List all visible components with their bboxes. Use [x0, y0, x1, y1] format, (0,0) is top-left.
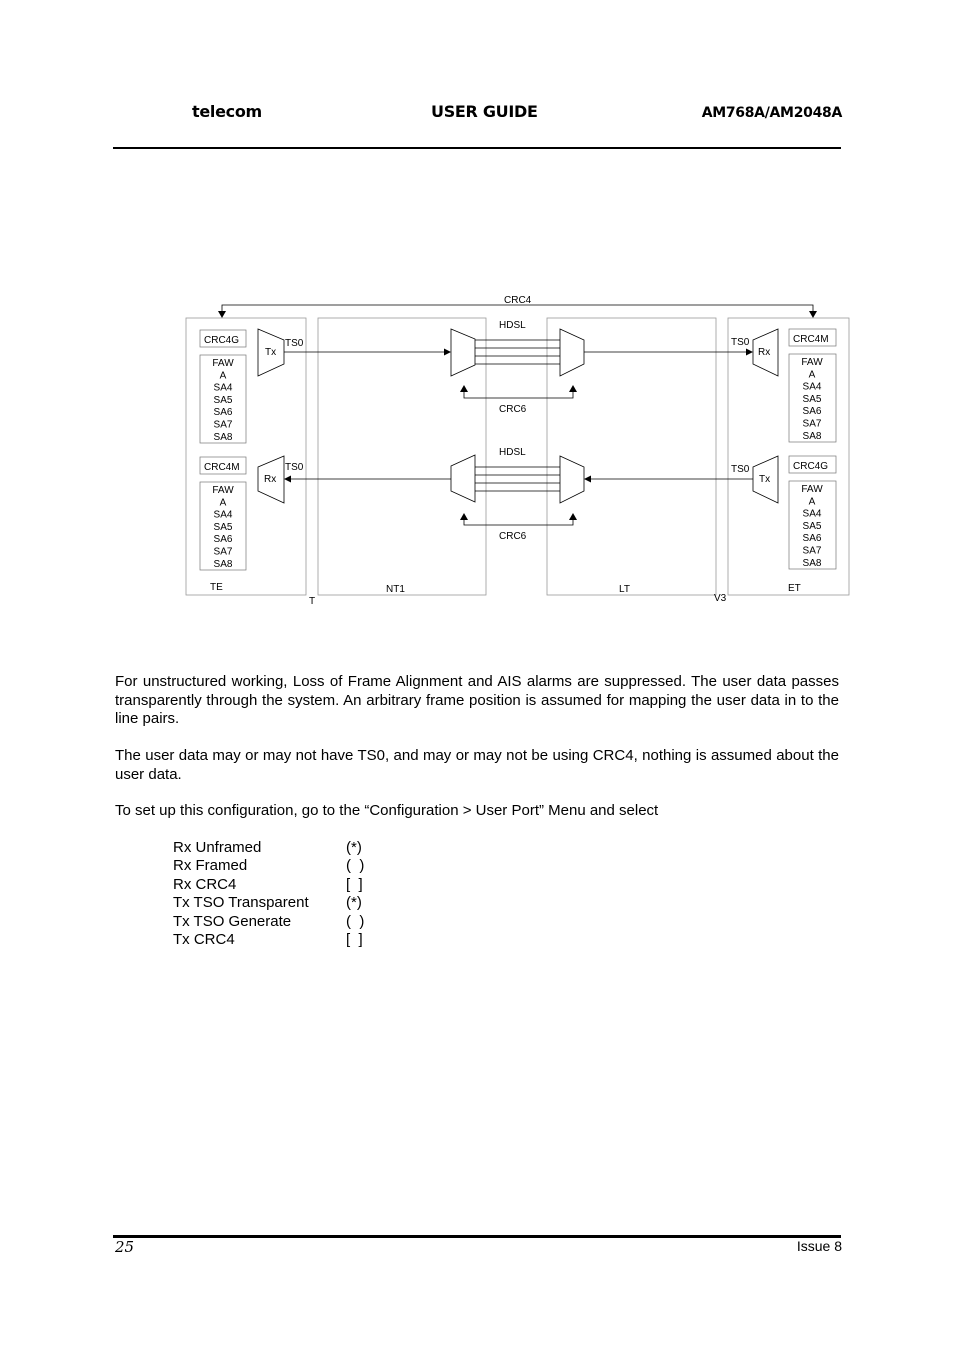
frame-field: SA5 [213, 394, 233, 406]
et-lower-fields [801, 484, 823, 569]
frame-field: SA7 [213, 419, 233, 431]
frame-field: SA4 [802, 381, 822, 393]
settings-row [173, 894, 364, 912]
setting-label: Rx Framed [173, 857, 248, 875]
et-lower-ts: TS0 [731, 464, 750, 475]
label-t: T [309, 596, 316, 607]
frame-field: FAW [801, 357, 823, 368]
lower-crc6-loop [464, 520, 573, 525]
te-lower-mux-label: Rx [264, 474, 277, 485]
header-rule [113, 147, 841, 149]
label-et: ET [788, 583, 801, 594]
header-title: USER GUIDE [431, 102, 538, 121]
setting-label: Rx CRC4 [173, 875, 237, 893]
te-upper-fields [212, 358, 234, 443]
et-upper-fields [801, 357, 823, 442]
setting-label: Tx TSO Generate [173, 912, 292, 930]
crc4-arrow-right [809, 311, 817, 318]
paragraph-unstructured: For unstructured working, Loss of Frame Alignment and AIS alarms are suppressed. The user data passes transparently through the system. An arbitrary frame position is assumed for mapping the user data in to the line pairs. [115, 673, 839, 727]
label-te: TE [210, 582, 223, 593]
lt-box [547, 318, 716, 595]
settings-row [173, 931, 364, 949]
setting-label: Tx TSO Transparent [173, 894, 309, 912]
header-brand: telecom [192, 102, 262, 121]
settings-row [173, 857, 364, 875]
te-upper-mux-label: Tx [265, 347, 277, 358]
lower-hdsl-label: HDSL [499, 447, 526, 458]
te-lower-header: CRC4M [204, 462, 240, 473]
header-model: AM768A/AM2048A [701, 105, 842, 121]
te-lower-fields [212, 485, 234, 570]
upper-hdsl-label: HDSL [499, 320, 526, 331]
frame-field: SA7 [802, 418, 822, 430]
upper-crc6-loop [464, 392, 573, 398]
settings-row [173, 876, 364, 894]
settings-row [173, 839, 364, 857]
frame-field: SA8 [213, 558, 233, 570]
frame-field: SA5 [213, 521, 233, 533]
settings-row [173, 913, 364, 931]
frame-field: SA4 [802, 508, 822, 520]
upper-crc6-label: CRC6 [499, 404, 527, 415]
frame-field: A [219, 370, 227, 382]
frame-field: A [219, 497, 227, 509]
frame-field: SA6 [802, 406, 822, 418]
frame-field: FAW [212, 485, 234, 496]
setting-mark: (*) [346, 839, 362, 856]
frame-field: A [808, 496, 816, 508]
page-number: 25 [115, 1238, 135, 1256]
setting-mark: ( ) [346, 857, 365, 875]
frame-field: SA4 [213, 382, 233, 394]
frame-field: SA6 [213, 407, 233, 419]
label-v3: V3 [714, 593, 727, 604]
setting-label: Rx Unframed [173, 839, 262, 856]
frame-field: A [808, 369, 816, 381]
lt-upper-mux [560, 329, 584, 376]
setting-mark: [ ] [346, 875, 363, 893]
label-nt1: NT1 [386, 584, 405, 595]
lower-crc6-label: CRC6 [499, 531, 527, 542]
frame-field: FAW [212, 358, 234, 369]
te-lower-ts: TS0 [285, 462, 304, 473]
crc4-arrow-left [218, 311, 226, 318]
frame-diagram [180, 292, 855, 612]
setting-mark: ( ) [346, 912, 365, 930]
crc4-label: CRC4 [504, 295, 532, 306]
paragraph-setup: To set up this configuration, go to the “Configuration > User Port” Menu and select [115, 802, 659, 819]
footer-rule [113, 1235, 841, 1238]
setting-mark: (*) [346, 894, 362, 912]
frame-field: SA5 [802, 393, 822, 405]
et-upper-ts: TS0 [731, 337, 750, 348]
frame-field: SA7 [802, 545, 822, 557]
crc4-end-to-end-line [222, 305, 813, 313]
label-lt: LT [619, 584, 630, 595]
frame-field: SA5 [802, 520, 822, 532]
frame-field: SA8 [213, 431, 233, 443]
issue-label: Issue 8 [796, 1238, 842, 1254]
setting-mark: [ ] [346, 931, 363, 949]
et-lower-mux-label: Tx [759, 474, 771, 485]
lt-lower-mux [560, 456, 584, 503]
te-upper-header: CRC4G [204, 335, 240, 346]
frame-field: SA8 [802, 557, 822, 569]
te-upper-ts: TS0 [285, 338, 304, 349]
frame-field: FAW [801, 484, 823, 495]
et-upper-mux-label: Rx [758, 347, 771, 358]
et-box [728, 318, 849, 595]
et-upper-header: CRC4M [793, 334, 829, 345]
paragraph-user-data: The user data may or may not have TS0, and may or may not be using CRC4, nothing is assumed about the user data. [115, 747, 839, 783]
frame-field: SA6 [213, 534, 233, 546]
nt1-lower-mux [451, 455, 475, 502]
settings-list [173, 839, 364, 949]
setting-label: Tx CRC4 [173, 931, 235, 949]
nt1-box [318, 318, 486, 595]
frame-field: SA6 [802, 533, 822, 545]
frame-field: SA7 [213, 546, 233, 558]
frame-field: SA8 [802, 430, 822, 442]
nt1-upper-mux [451, 329, 475, 376]
frame-field: SA4 [213, 509, 233, 521]
et-lower-header: CRC4G [793, 461, 829, 472]
